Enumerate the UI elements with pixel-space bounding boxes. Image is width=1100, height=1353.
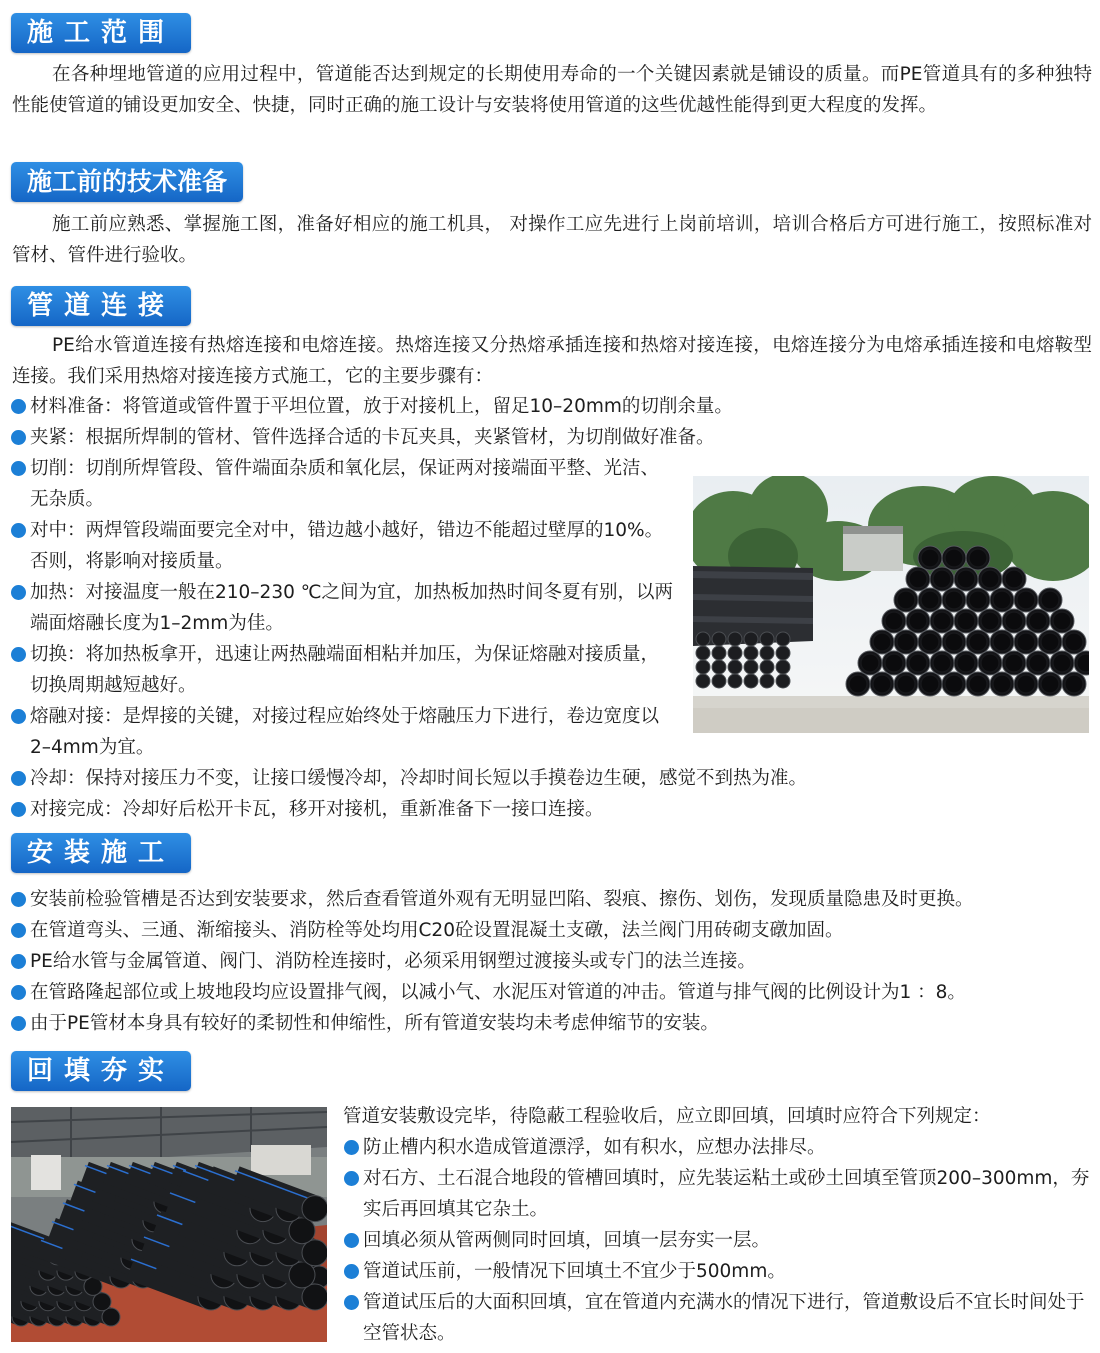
bullet-icon bbox=[11, 802, 26, 817]
pipe-end bbox=[776, 632, 790, 646]
list-item bbox=[10, 391, 1090, 422]
bullet-icon bbox=[11, 585, 26, 600]
pipe-end bbox=[289, 1262, 315, 1288]
pipe-end bbox=[744, 660, 758, 674]
bullet-icon bbox=[11, 399, 26, 414]
pipe-bore bbox=[1018, 634, 1035, 651]
pipe-end bbox=[696, 646, 710, 660]
pipe-end bbox=[760, 646, 774, 660]
list-item-text: 管道试压前，一般情况下回填土不宜少于500mm。 bbox=[363, 1261, 786, 1282]
list-item-text: 回填必须从管两侧同时回填，回填一层夯实一层。 bbox=[363, 1230, 771, 1251]
pipe-bore bbox=[946, 676, 963, 693]
list-item bbox=[343, 1225, 1093, 1256]
pipe-bore bbox=[1006, 655, 1023, 672]
pipe-bore bbox=[1042, 634, 1059, 651]
bullet-icon bbox=[11, 647, 26, 662]
pipe-end bbox=[776, 646, 790, 660]
list-item bbox=[10, 946, 1095, 977]
pipe-bore bbox=[922, 676, 939, 693]
list-item bbox=[10, 515, 675, 577]
pipe-bore bbox=[982, 655, 999, 672]
connection-steps-bottom bbox=[10, 763, 1090, 825]
list-item bbox=[10, 1008, 1095, 1039]
bullet-icon bbox=[344, 1171, 359, 1186]
outdoor-pipe-illustration bbox=[693, 476, 1089, 733]
bullet-icon bbox=[11, 892, 26, 907]
pipe-bore bbox=[958, 613, 975, 630]
pipe-end bbox=[744, 674, 758, 688]
pipe-end bbox=[744, 632, 758, 646]
pipe-end bbox=[712, 660, 726, 674]
list-item-text: 管道试压后的大面积回填，宜在管道内充满水的情况下进行，管道敷设后不宜长时间处于空管状态。 bbox=[363, 1292, 1085, 1344]
list-item bbox=[10, 915, 1095, 946]
bullet-icon bbox=[344, 1233, 359, 1248]
pipe-bore bbox=[1030, 655, 1047, 672]
pipe-bore bbox=[934, 571, 951, 588]
pipe-end bbox=[712, 646, 726, 660]
bullet-icon bbox=[11, 709, 26, 724]
pipe-bore bbox=[970, 592, 987, 609]
pipe-bore bbox=[898, 676, 915, 693]
pipe-bore bbox=[970, 676, 987, 693]
pipe-bore bbox=[910, 571, 927, 588]
pipe-end bbox=[289, 1218, 315, 1244]
pipe-end bbox=[728, 646, 742, 660]
section-heading-backfill: 回填夯实 bbox=[11, 1051, 191, 1091]
pipe-end bbox=[728, 674, 742, 688]
pipe-bore bbox=[946, 550, 963, 567]
pipe-bore bbox=[1042, 676, 1059, 693]
pipe-end bbox=[696, 632, 710, 646]
list-item bbox=[343, 1256, 1093, 1287]
list-item-text: 对中：两焊管段端面要完全对中，错边越小越好，错边不能超过壁厚的10%。否则，将影响对接质量。 bbox=[30, 520, 664, 572]
outdoor-pipe-stack-image bbox=[693, 476, 1089, 733]
list-item bbox=[10, 639, 675, 701]
pipe-bore bbox=[970, 550, 987, 567]
pipe-end bbox=[728, 660, 742, 674]
pipe-end bbox=[302, 1196, 327, 1222]
pipe-end bbox=[776, 674, 790, 688]
pipe-end bbox=[744, 646, 758, 660]
list-item-text: PE给水管与金属管道、阀门、消防栓连接时，必须采用钢塑过渡接头或专门的法兰连接。 bbox=[30, 951, 756, 972]
pipe-bore bbox=[946, 634, 963, 651]
pipe-bore bbox=[874, 676, 891, 693]
warehouse-pipe-illustration bbox=[11, 1107, 327, 1342]
section-heading-prep: 施工前的技术准备 bbox=[11, 162, 243, 202]
bullet-icon bbox=[11, 461, 26, 476]
list-item bbox=[343, 1287, 1093, 1349]
connection-steps-top bbox=[10, 391, 1090, 453]
pipe-bore bbox=[1006, 571, 1023, 588]
pipe-end bbox=[760, 674, 774, 688]
section-heading-connection: 管道连接 bbox=[11, 286, 191, 326]
pipe-bore bbox=[958, 655, 975, 672]
list-item-text: 对接完成：冷却好后松开卡瓦，移开对接机，重新准备下一接口连接。 bbox=[30, 799, 604, 820]
pipe-bore bbox=[910, 613, 927, 630]
pipe-bore bbox=[1054, 613, 1071, 630]
bullet-icon bbox=[344, 1295, 359, 1310]
section-heading-install: 安装施工 bbox=[11, 833, 191, 873]
list-item-text: 夹紧：根据所焊制的管材、管件选择合适的卡瓦夹具，夹紧管材，为切削做好准备。 bbox=[30, 427, 715, 448]
pipe-bore bbox=[1066, 676, 1083, 693]
pipe-bore bbox=[958, 571, 975, 588]
pipe-bore bbox=[1018, 592, 1035, 609]
bullet-icon bbox=[11, 954, 26, 969]
list-item-text: 在管路隆起部位或上坡地段均应设置排气阀，以减小气、水泥压对管道的冲击。管道与排气阀的比例设计为1 ：8。 bbox=[30, 982, 966, 1003]
pipe-end bbox=[302, 1284, 327, 1310]
pipe-bore bbox=[898, 634, 915, 651]
bullet-icon bbox=[11, 1016, 26, 1031]
list-item bbox=[10, 701, 675, 763]
pipe-bore bbox=[982, 571, 999, 588]
pipe-bore bbox=[934, 655, 951, 672]
pipe-bore bbox=[982, 613, 999, 630]
list-item-text: 加热：对接温度一般在210–230 ℃之间为宜，加热板加热时间冬夏有别，以两端面熔融长度为1–2mm为佳。 bbox=[30, 582, 674, 634]
pipe-bore bbox=[994, 676, 1011, 693]
connection-steps-wrapped bbox=[10, 453, 675, 763]
pipe-bore bbox=[1018, 676, 1035, 693]
pipe-bore bbox=[922, 592, 939, 609]
pipe-bore bbox=[862, 655, 879, 672]
pipe-bore bbox=[898, 592, 915, 609]
list-item bbox=[10, 763, 1090, 794]
bullet-icon bbox=[11, 985, 26, 1000]
list-item-text: 熔融对接：是焊接的关键，对接过程应始终处于熔融压力下进行，卷边宽度以2–4mm为宜。 bbox=[30, 706, 660, 758]
pipe-bore bbox=[1054, 655, 1071, 672]
pipe-bore bbox=[970, 634, 987, 651]
bullet-icon bbox=[11, 430, 26, 445]
pipe-end bbox=[728, 632, 742, 646]
list-item-text: 切削：切削所焊管段、管件端面杂质和氧化层，保证两对接端面平整、光洁、无杂质。 bbox=[30, 458, 660, 510]
list-item bbox=[10, 794, 1090, 825]
list-item bbox=[10, 453, 675, 515]
bullet-icon bbox=[344, 1140, 359, 1155]
pipe-bore bbox=[994, 634, 1011, 651]
pipe-bore bbox=[1066, 634, 1083, 651]
pipe-end bbox=[712, 674, 726, 688]
list-item-text: 切换：将加热板拿开，迅速让两热融端面相粘并加压，为保证熔融对接质量，切换周期越短越好。 bbox=[30, 644, 660, 696]
pipe-end bbox=[760, 660, 774, 674]
pipe-end bbox=[302, 1240, 327, 1266]
pipe-bore bbox=[994, 592, 1011, 609]
install-list bbox=[10, 884, 1095, 1039]
pipe-end bbox=[776, 660, 790, 674]
backfill-intro: 管道安装敷设完毕，待隐蔽工程验收后，应立即回填，回填时应符合下列规定： bbox=[343, 1106, 991, 1127]
list-item bbox=[343, 1132, 1093, 1163]
prep-paragraph: 施工前应熟悉、掌握施工图，准备好相应的施工机具， 对操作工应先进行上岗前培训，培训合格后方可进行施工，按照标准对管材、管件进行验收。 bbox=[12, 214, 1092, 266]
list-item bbox=[10, 977, 1095, 1008]
pipe-end bbox=[760, 632, 774, 646]
pipe-end bbox=[696, 660, 710, 674]
pipe-bore bbox=[886, 613, 903, 630]
bullet-icon bbox=[344, 1264, 359, 1279]
bullet-icon bbox=[11, 523, 26, 538]
pipe-bore bbox=[946, 592, 963, 609]
list-item bbox=[10, 884, 1095, 915]
section-heading-scope: 施工范围 bbox=[11, 13, 191, 53]
list-item bbox=[10, 577, 675, 639]
list-item-text: 材料准备：将管道或管件置于平坦位置，放于对接机上，留足10–20mm的切削余量。 bbox=[30, 396, 733, 417]
list-item-text: 对石方、土石混合地段的管槽回填时，应先装运粘土或砂土回填至管顶200–300mm，夯实后再回填其它杂土。 bbox=[363, 1168, 1090, 1220]
pipe-bore bbox=[1030, 613, 1047, 630]
pipe-end bbox=[712, 632, 726, 646]
pipe-bore bbox=[874, 634, 891, 651]
list-item-text: 在管道弯头、三通、渐缩接头、消防栓等处均用C20砼设置混凝土支礅，法兰阀门用砖砌支礅加固。 bbox=[30, 920, 844, 941]
pipe-bore bbox=[850, 676, 867, 693]
bullet-icon bbox=[11, 923, 26, 938]
connection-intro: PE给水管道连接有热熔连接和电熔连接。热熔连接又分热熔承插连接和热熔对接连接，电熔连接分为电熔承插连接和电熔鞍型连接。我们采用热熔对接连接方式施工，它的主要步骤有： bbox=[12, 335, 1092, 387]
list-item bbox=[10, 422, 1090, 453]
list-item-text: 防止槽内积水造成管道漂浮，如有积水，应想办法排尽。 bbox=[363, 1137, 826, 1158]
list-item-text: 由于PE管材本身具有较好的柔韧性和伸缩性，所有管道安装均未考虑伸缩节的安装。 bbox=[30, 1013, 719, 1034]
list-item-text: 冷却：保持对接压力不变，让接口缓慢冷却，冷却时间长短以手摸卷边生硬，感觉不到热为准。 bbox=[30, 768, 808, 789]
scope-paragraph: 在各种埋地管道的应用过程中，管道能否达到规定的长期使用寿命的一个关键因素就是铺设的质量。而PE管道具有的多种独特性能使管道的铺设更加安全、快捷，同时正确的施工设计与安装将使用管道的这些优越性能得到更大程度的发挥。 bbox=[12, 64, 1092, 116]
pipe-bore bbox=[1042, 592, 1059, 609]
pipe-bore bbox=[1006, 613, 1023, 630]
pipe-bore bbox=[922, 634, 939, 651]
pipe-bore bbox=[934, 613, 951, 630]
bullet-icon bbox=[11, 771, 26, 786]
list-item bbox=[343, 1163, 1093, 1225]
pipe-bore bbox=[886, 655, 903, 672]
pipe-end bbox=[696, 674, 710, 688]
backfill-list bbox=[343, 1132, 1093, 1349]
warehouse-pipe-rows-image bbox=[11, 1107, 327, 1342]
pipe-bore bbox=[922, 550, 939, 567]
pipe-bore bbox=[910, 655, 927, 672]
list-item-text: 安装前检验管槽是否达到安装要求，然后查看管道外观有无明显凹陷、裂痕、擦伤、划伤，发现质量隐患及时更换。 bbox=[30, 889, 974, 910]
